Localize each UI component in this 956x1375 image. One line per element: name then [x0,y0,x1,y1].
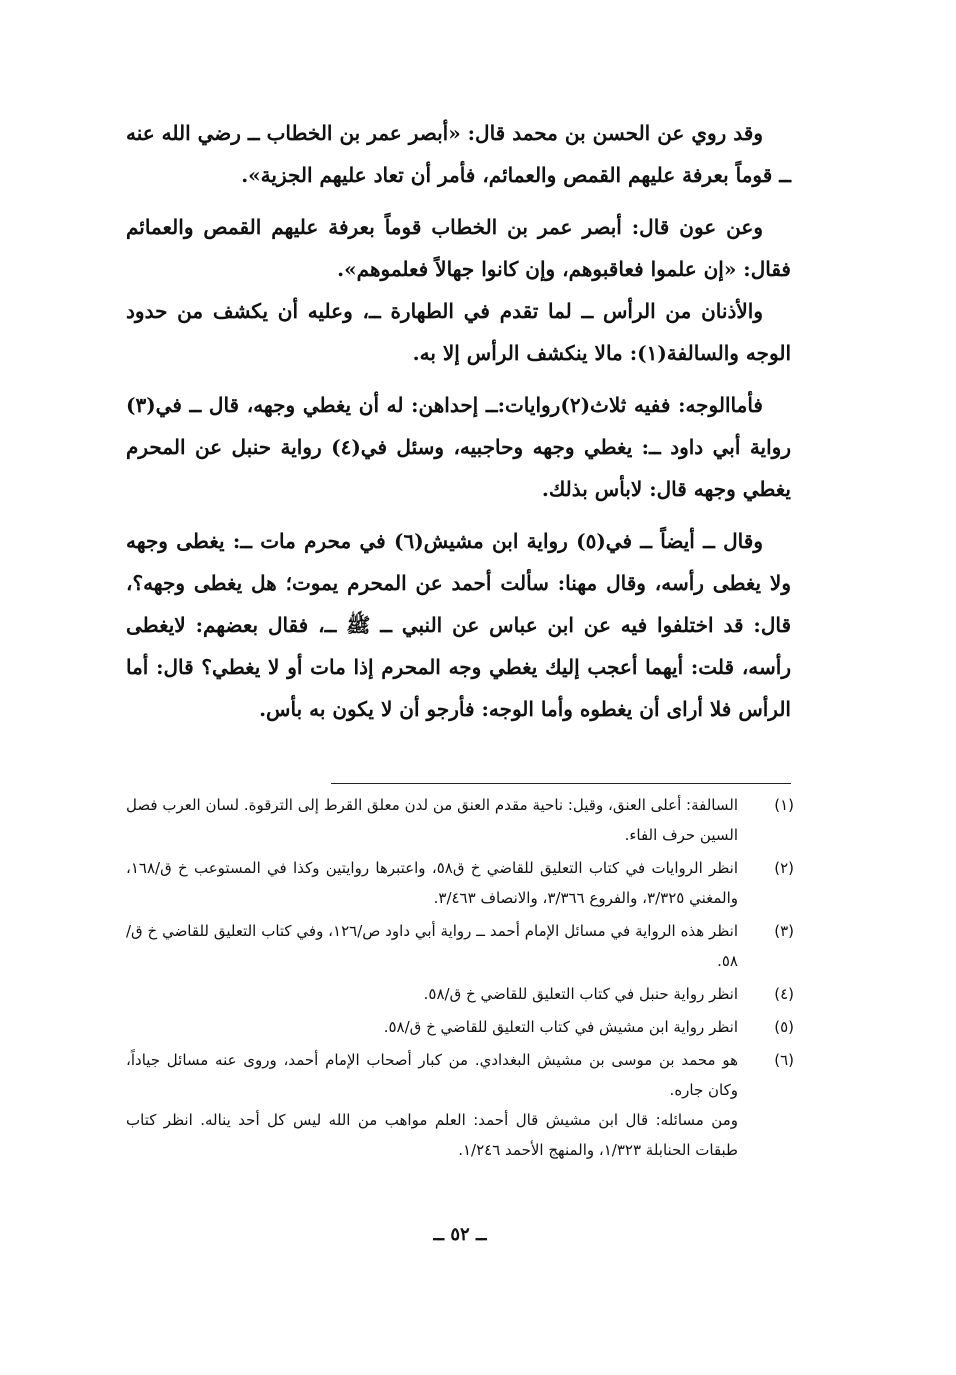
footnote-4 [126,979,794,1009]
paragraph-1: وقد روي عن الحسن بن محمد قال: «أبصر عمر بن الخطاب ــ رضي الله عنه ــ قوماً بعرفة عليهم القمص والعمائم، فأمر أن تعاد عليهم الجزية». [126,121,791,187]
footnote-number: (٢) [774,859,794,877]
footnote-2 [126,853,794,913]
footnote-number: (٣) [774,922,794,940]
paragraph-4: فأماالوجه: ففيه ثلاث(٢)روايات:ــ إحداهن: له أن يغطي وجهه، قال ــ في(٣) رواية أبي داود ــ: يغطي وجهه وحاجبيه، وسئل في(٤) رواية حنبل عن المحرم يغطي وجهه قال: لابأس بذلك. [126,393,792,501]
footnote-text: السالفة: أعلى العنق، وقيل: ناحية مقدم العنق من لدن معلق القرط إلى الترقوة. لسان العرب فصل السين حرف الفاء. [126,796,738,844]
footnote-6 [126,1045,794,1105]
footnote-number: (١) [774,796,794,814]
footnote-number: (٦) [774,1051,794,1069]
footnote-1 [126,790,794,850]
footnote-text: انظر رواية حنبل في كتاب التعليق للقاضي خ ق/٥٨. [423,985,738,1003]
paragraph-5: وقال ــ أيضاً ــ في(٥) رواية ابن مشيش(٦) في محرم مات ــ: يغطى وجهه ولا يغطى رأسه، وقال مهنا: سألت أحمد عن المحرم يموت؛ هل يغطى وجهه؟، قال: قد اختلفوا فيه عن ابن عباس عن النبي ــ ﷺ ــ، فقال بعضهم: لايغطى رأسه، قلت: أيهما أعجب إليك يغطي وجه المحرم إذا مات أو لا يغطي؟ قال: أما الرأس فلا أراى أن يغطوه وأما الوجه: فأرجو أن لا يكون به بأس. [126,529,791,721]
main-text [126,112,791,730]
footnote-text: انظر هذه الرواية في مسائل الإمام أحمد ــ رواية أبي داود ص/١٢٦، وفي كتاب التعليق للقاضي خ ق/٥٨. [126,922,738,970]
paragraph-3: والأذنان من الرأس ــ لما تقدم في الطهارة ــ، وعليه أن يكشف من حدود الوجه والسالفة(١): مالا ينكشف الرأس إلا به. [126,299,791,365]
footnote-3 [126,916,794,976]
footnote-number: (٤) [774,985,794,1003]
footnote-6-continuation: ومن مسائله: قال ابن مشيش قال أحمد: العلم مواهب من الله ليس كل أحد يناله. انظر كتاب طبقات الحنابلة ١/٣٢٣، والمنهج الأحمد ١/٢٤٦. [126,1111,738,1159]
footnote-text: هو محمد بن موسى بن مشيش البغدادي. من كبار أصحاب الإمام أحمد، وروى عنه مسائل جياداً، وكان جاره. [126,1051,738,1099]
paragraph-2: وعن عون قال: أبصر عمر بن الخطاب قوماً بعرفة عليهم القمص والعمائم فقال: «إن علموا فعاقبوهم، وإن كانوا جهالاً فعلموهم». [126,215,791,281]
footnote-text: انظر الروايات في كتاب التعليق للقاضي خ ق٥٨، واعتبرها روايتين وكذا في المستوعب خ ق/١٦٨، والمغني ٣/٣٢٥، والفروع ٣/٣٦٦، والانصاف ٣/٤٦٣. [126,859,738,907]
footnote-text: انظر رواية ابن مشيش في كتاب التعليق للقاضي خ ق/٥٨. [383,1018,738,1036]
footnotes [126,790,794,1165]
footnote-separator [331,783,791,784]
footnote-5 [126,1012,794,1042]
footnote-number: (٥) [774,1018,794,1036]
page-number: ــ ٥٢ ــ [433,1224,487,1245]
